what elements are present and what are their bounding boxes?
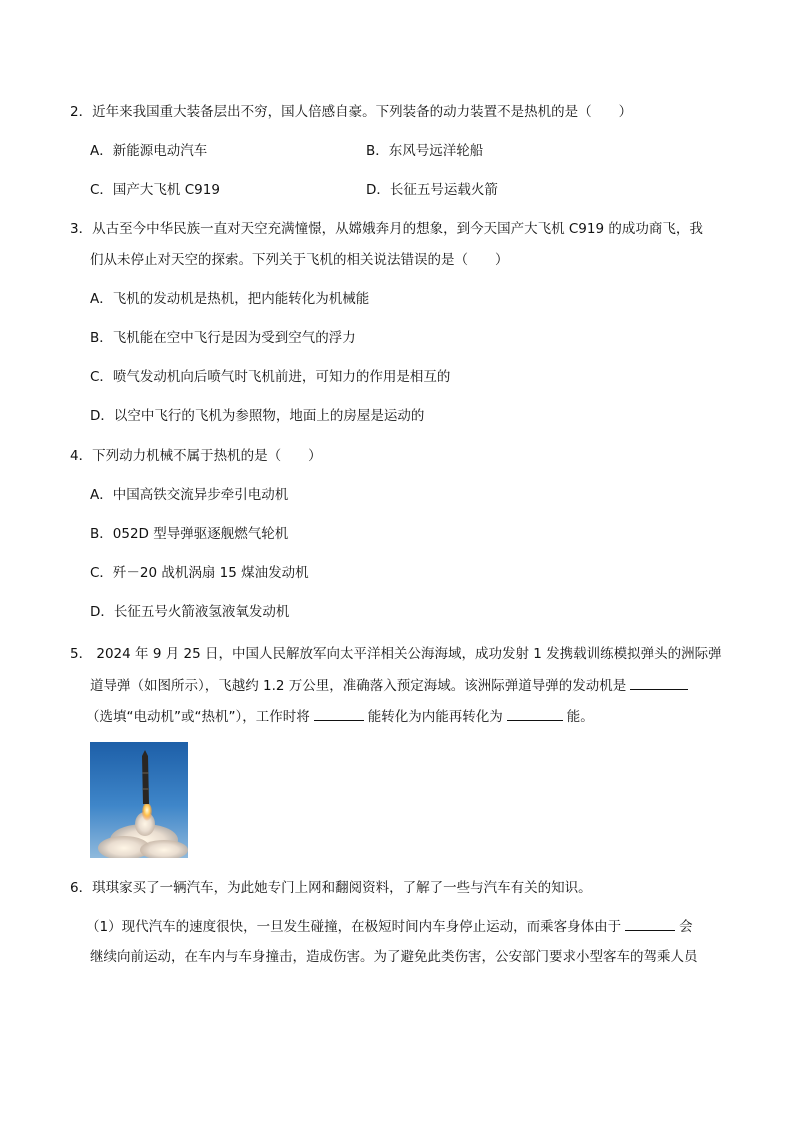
- q2-option-d[interactable]: D．长征五号运载火箭: [366, 182, 498, 198]
- q5-blank-energy-2[interactable]: [507, 707, 563, 721]
- q5-stem-line1: 5． 2024 年 9 月 25 日，中国人民解放军向太平洋相关公海海域，成功发射 1 发携载训练模拟弹头的洲际弹: [70, 646, 722, 662]
- q4-option-a[interactable]: A．中国高铁交流异步牵引电动机: [90, 487, 289, 503]
- q4-option-d[interactable]: D．长征五号火箭液氢液氧发动机: [90, 604, 290, 620]
- q6-part1-line1: [86, 917, 693, 936]
- q2-stem: 2．近年来我国重大装备层出不穷，国人倍感自豪。下列装备的动力装置不是热机的是（ ）: [70, 104, 633, 120]
- missile-launch-image: [90, 742, 188, 858]
- q6-part1-text-a: （1）现代汽车的速度很快，一旦发生碰撞，在极短时间内车身停止运动，而乘客身体由于: [86, 919, 622, 935]
- q5-blank-engine[interactable]: [630, 676, 688, 690]
- q3-option-b[interactable]: B．飞机能在空中飞行是因为受到空气的浮力: [90, 330, 356, 346]
- q5-stem-line2-text: 道导弹（如图所示），飞越约 1.2 万公里，准确落入预定海域。该洲际弹道导弹的发动机是: [90, 678, 627, 694]
- q4-stem: 4．下列动力机械不属于热机的是（ ）: [70, 448, 322, 464]
- q5-stem-line3-text-c: 能。: [566, 709, 594, 725]
- q3-option-a[interactable]: A．飞机的发动机是热机，把内能转化为机械能: [90, 291, 370, 307]
- q3-option-c[interactable]: C．喷气发动机向后喷气时飞机前进，可知力的作用是相互的: [90, 369, 451, 385]
- q2-option-c[interactable]: C．国产大飞机 C919: [90, 182, 220, 198]
- q5-stem-line3-text-b: 能转化为内能再转化为: [367, 709, 503, 725]
- q6-part1-text-b: 会: [679, 919, 693, 935]
- q6-part1-line2: 继续向前运动，在车内与车身撞击，造成伤害。为了避免此类伤害，公安部门要求小型客车的驾乘人员: [90, 949, 698, 965]
- q2-option-a[interactable]: A．新能源电动汽车: [90, 143, 208, 159]
- q6-blank-inertia[interactable]: [625, 917, 675, 931]
- q5-blank-energy-1[interactable]: [314, 707, 364, 721]
- q5-stem-line2: [90, 676, 692, 695]
- q5-stem-line3-text-a: （选填“电动机”或“热机”），工作时将: [86, 709, 310, 725]
- q2-option-b[interactable]: B．东风号远洋轮船: [366, 143, 484, 159]
- q3-stem-line1: 3．从古至今中华民族一直对天空充满憧憬，从嫦娥奔月的想象，到今天国产大飞机 C919 的成功商飞，我: [70, 221, 703, 237]
- q3-option-d[interactable]: D．以空中飞行的飞机为参照物，地面上的房屋是运动的: [90, 408, 425, 424]
- q5-stem-line3: [86, 707, 594, 726]
- q3-stem-line2: 们从未停止对天空的探索。下列关于飞机的相关说法错误的是（ ）: [90, 252, 509, 268]
- q4-option-b[interactable]: B．052D 型导弹驱逐舰燃气轮机: [90, 526, 289, 542]
- q4-option-c[interactable]: C．歼－20 战机涡扇 15 煤油发动机: [90, 565, 309, 581]
- q6-stem: 6．琪琪家买了一辆汽车，为此她专门上网和翻阅资料，了解了一些与汽车有关的知识。: [70, 880, 592, 896]
